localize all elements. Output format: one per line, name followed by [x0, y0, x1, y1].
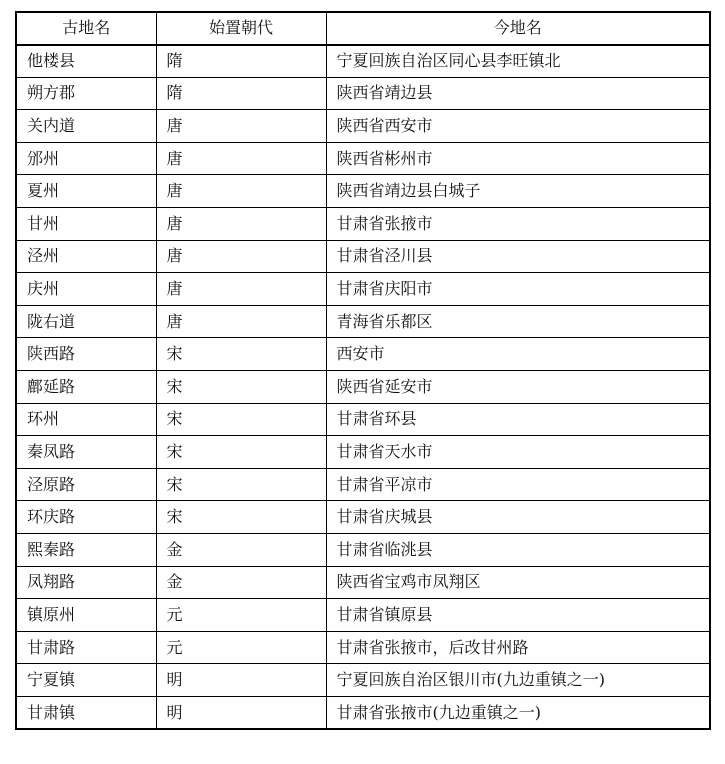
cell-modern-name: 甘肃省张掖市，后改甘州路: [326, 631, 710, 664]
cell-dynasty: 唐: [156, 305, 326, 338]
cell-modern-name: 宁夏回族自治区银川市(九边重镇之一): [326, 664, 710, 697]
cell-ancient-name: 陇右道: [16, 305, 156, 338]
cell-modern-name: 甘肃省临洮县: [326, 534, 710, 567]
place-name-table: [15, 11, 711, 730]
cell-ancient-name: 陕西路: [16, 338, 156, 371]
cell-modern-name: 甘肃省天水市: [326, 436, 710, 469]
cell-modern-name: 西安市: [326, 338, 710, 371]
table-header-row: [16, 12, 710, 45]
cell-ancient-name: 夏州: [16, 175, 156, 208]
cell-dynasty: 宋: [156, 501, 326, 534]
table-row: [16, 142, 710, 175]
cell-ancient-name: 他楼县: [16, 45, 156, 78]
cell-ancient-name: 宁夏镇: [16, 664, 156, 697]
place-name-table-container: [15, 11, 709, 730]
cell-modern-name: 甘肃省张掖市(九边重镇之一): [326, 696, 710, 729]
cell-ancient-name: 甘肃镇: [16, 696, 156, 729]
cell-ancient-name: 镇原州: [16, 599, 156, 632]
cell-ancient-name: 秦凤路: [16, 436, 156, 469]
cell-dynasty: 金: [156, 566, 326, 599]
cell-modern-name: 甘肃省庆城县: [326, 501, 710, 534]
cell-dynasty: 元: [156, 631, 326, 664]
cell-dynasty: 宋: [156, 436, 326, 469]
table-row: [16, 77, 710, 110]
cell-ancient-name: 熙秦路: [16, 534, 156, 567]
header-ancient-name: 古地名: [16, 12, 156, 45]
cell-ancient-name: 泾原路: [16, 468, 156, 501]
cell-ancient-name: 庆州: [16, 273, 156, 306]
table-row: [16, 338, 710, 371]
cell-dynasty: 宋: [156, 371, 326, 404]
cell-dynasty: 隋: [156, 45, 326, 78]
table-row: [16, 305, 710, 338]
cell-dynasty: 元: [156, 599, 326, 632]
table-row: [16, 599, 710, 632]
table-row: [16, 175, 710, 208]
cell-dynasty: 金: [156, 534, 326, 567]
table-row: [16, 696, 710, 729]
table-row: [16, 566, 710, 599]
cell-modern-name: 陕西省西安市: [326, 110, 710, 143]
cell-dynasty: 宋: [156, 338, 326, 371]
cell-modern-name: 陕西省延安市: [326, 371, 710, 404]
table-row: [16, 403, 710, 436]
table-body: [16, 45, 710, 729]
cell-dynasty: 唐: [156, 142, 326, 175]
cell-modern-name: 甘肃省平凉市: [326, 468, 710, 501]
cell-dynasty: 明: [156, 664, 326, 697]
table-row: [16, 631, 710, 664]
cell-ancient-name: 甘肃路: [16, 631, 156, 664]
cell-ancient-name: 泾州: [16, 240, 156, 273]
cell-ancient-name: 关内道: [16, 110, 156, 143]
cell-modern-name: 甘肃省镇原县: [326, 599, 710, 632]
cell-modern-name: 青海省乐都区: [326, 305, 710, 338]
cell-dynasty: 唐: [156, 240, 326, 273]
cell-dynasty: 明: [156, 696, 326, 729]
cell-ancient-name: 朔方郡: [16, 77, 156, 110]
table-row: [16, 208, 710, 241]
cell-modern-name: 甘肃省庆阳市: [326, 273, 710, 306]
table-row: [16, 436, 710, 469]
cell-ancient-name: 邠州: [16, 142, 156, 175]
cell-modern-name: 宁夏回族自治区同心县李旺镇北: [326, 45, 710, 78]
cell-ancient-name: 鄜延路: [16, 371, 156, 404]
cell-dynasty: 宋: [156, 403, 326, 436]
table-row: [16, 501, 710, 534]
cell-dynasty: 唐: [156, 110, 326, 143]
cell-ancient-name: 环庆路: [16, 501, 156, 534]
table-row: [16, 273, 710, 306]
table-row: [16, 110, 710, 143]
cell-dynasty: 宋: [156, 468, 326, 501]
cell-modern-name: 甘肃省环县: [326, 403, 710, 436]
cell-ancient-name: 环州: [16, 403, 156, 436]
cell-modern-name: 甘肃省泾川县: [326, 240, 710, 273]
cell-dynasty: 唐: [156, 175, 326, 208]
cell-dynasty: 唐: [156, 273, 326, 306]
cell-modern-name: 陕西省靖边县: [326, 77, 710, 110]
header-dynasty: 始置朝代: [156, 12, 326, 45]
cell-dynasty: 隋: [156, 77, 326, 110]
cell-modern-name: 陕西省靖边县白城子: [326, 175, 710, 208]
cell-modern-name: 陕西省宝鸡市凤翔区: [326, 566, 710, 599]
cell-modern-name: 甘肃省张掖市: [326, 208, 710, 241]
table-row: [16, 371, 710, 404]
table-row: [16, 534, 710, 567]
table-row: [16, 664, 710, 697]
table-row: [16, 468, 710, 501]
cell-modern-name: 陕西省彬州市: [326, 142, 710, 175]
table-row: [16, 240, 710, 273]
header-modern-name: 今地名: [326, 12, 710, 45]
table-row: [16, 45, 710, 78]
cell-ancient-name: 甘州: [16, 208, 156, 241]
cell-ancient-name: 凤翔路: [16, 566, 156, 599]
cell-dynasty: 唐: [156, 208, 326, 241]
